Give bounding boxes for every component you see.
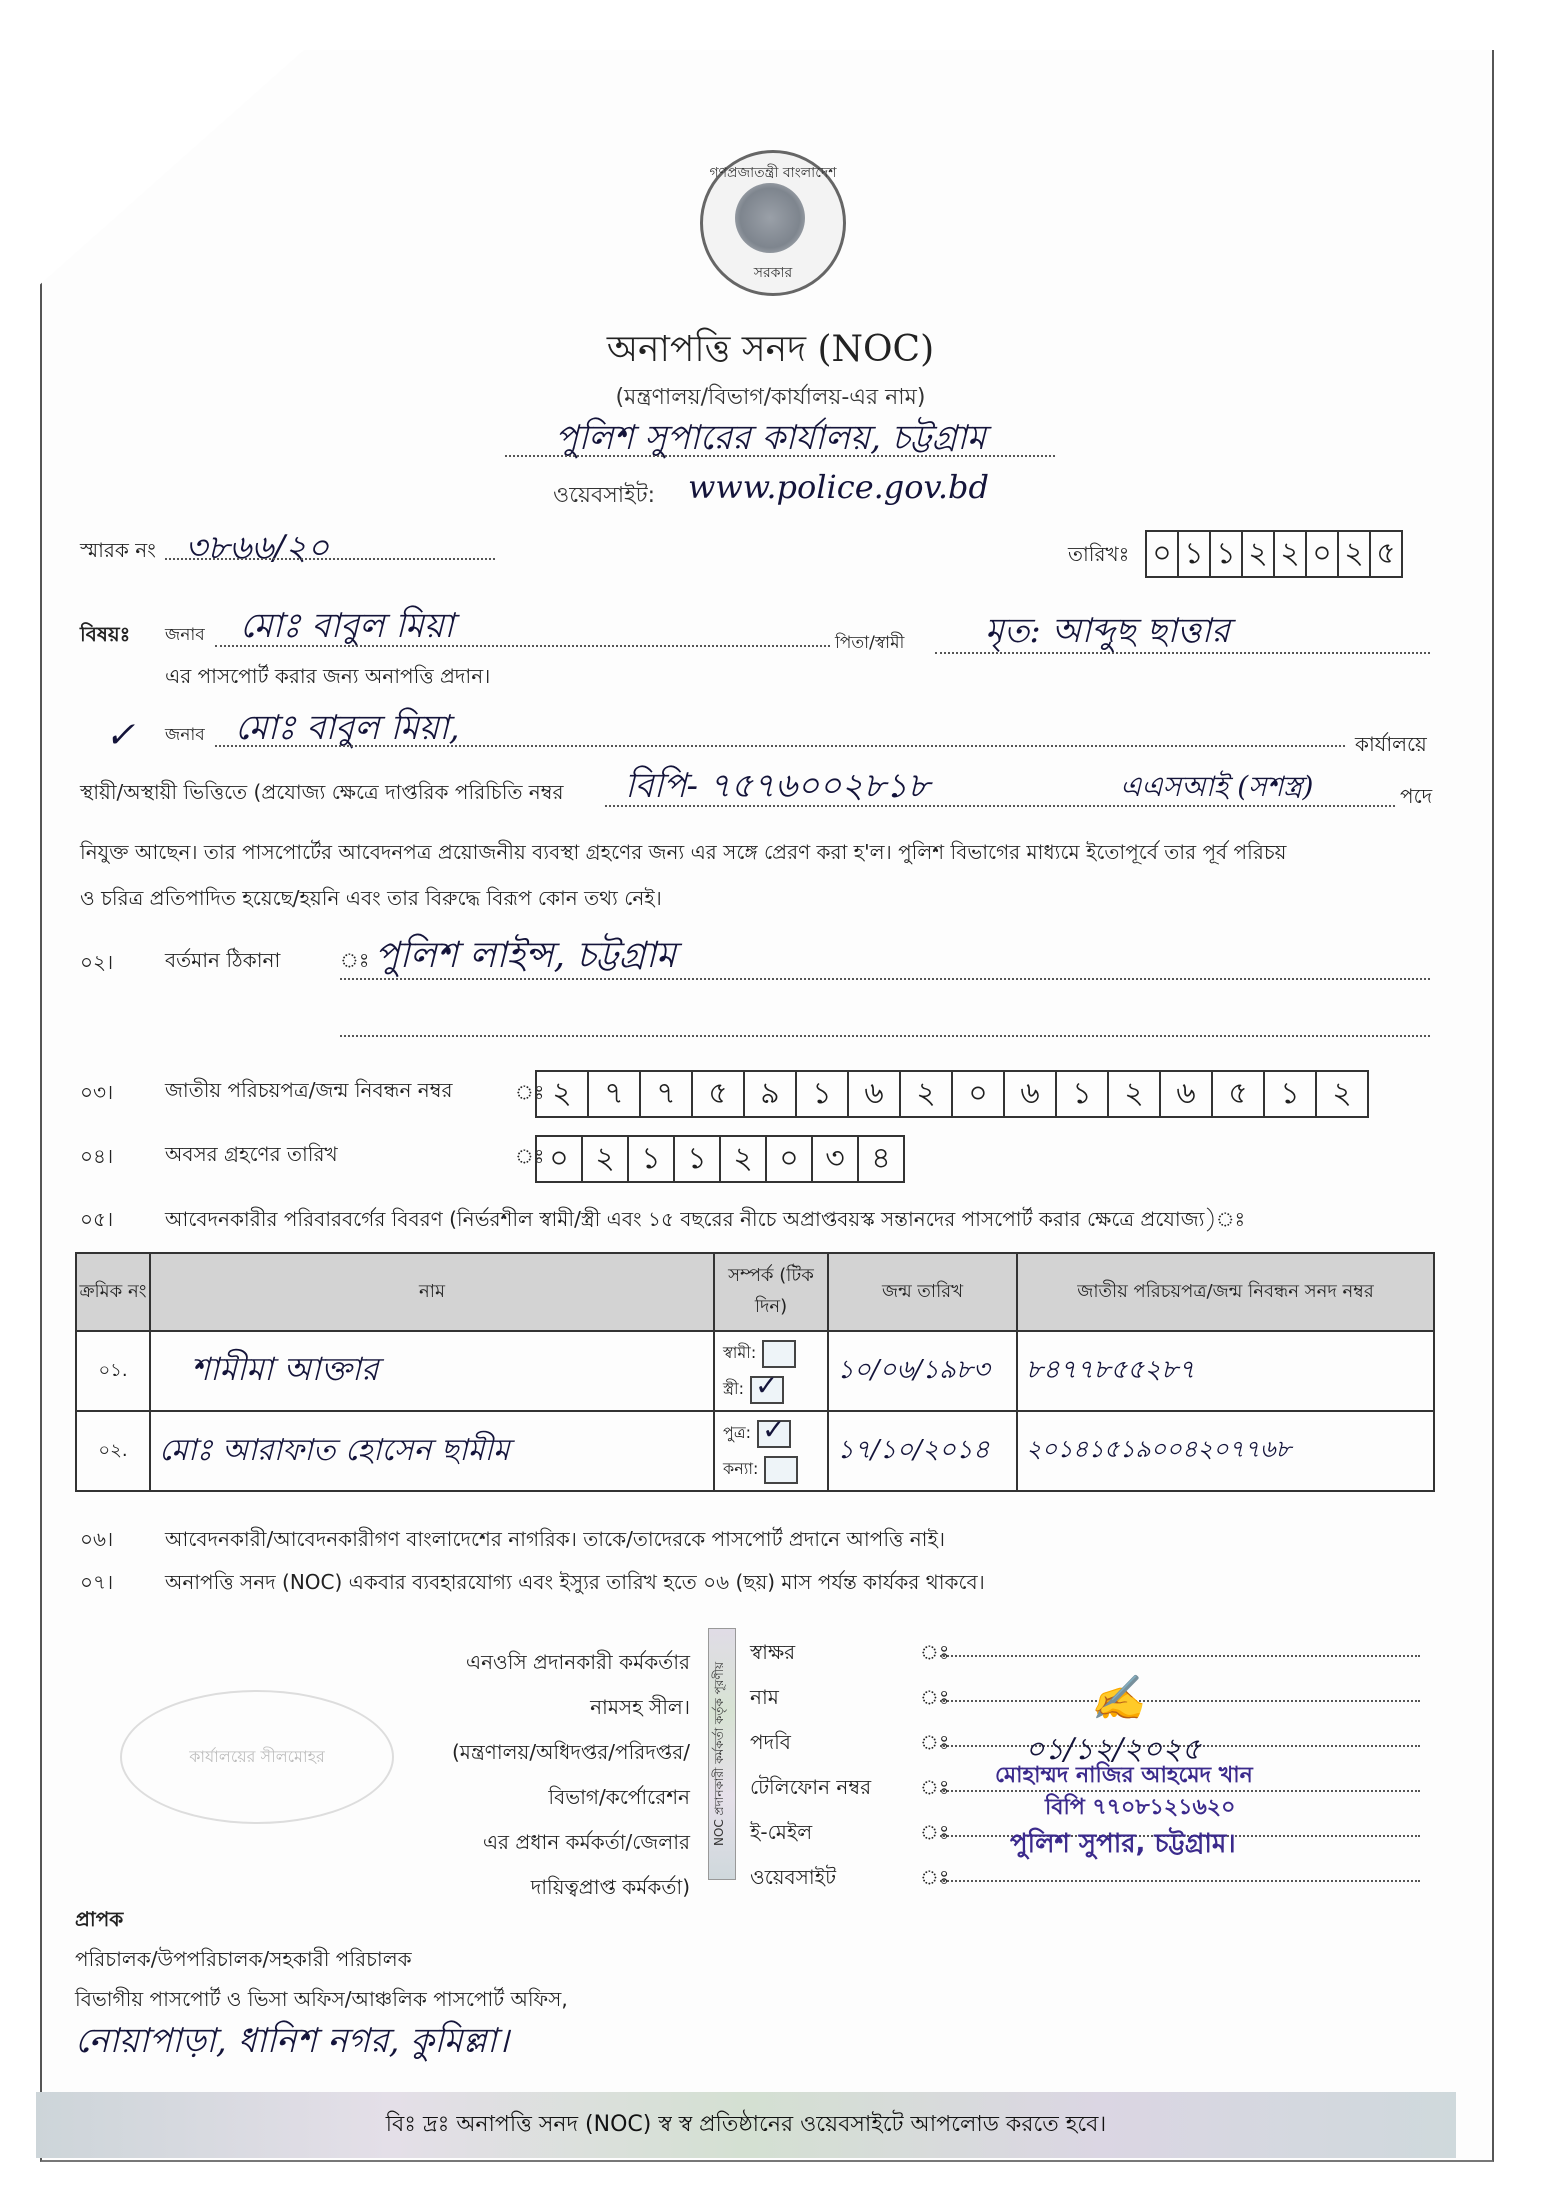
address-colon: ঃ [340, 948, 370, 972]
col-nid: জাতীয় পরিচয়পত্র/জন্ম নিবন্ধন সনদ নম্বর [1017, 1253, 1434, 1331]
stamp-officer-bp: বিপি ৭৭০৮১২১৬২০ [1045, 1795, 1236, 1820]
signing-colons: ঃ ঃ ঃ ঃ ঃ ঃ [920, 1640, 950, 1889]
item-02-number: ০২। [80, 950, 114, 974]
footer-note: বিঃ দ্রঃ অনাপত্তি সনদ (NOC) স্ব স্ব প্রতিষ্ঠানের ওয়েবসাইটে আপলোড করতে হবে। [36, 2092, 1456, 2158]
son-checkbox[interactable] [757, 1420, 791, 1448]
id-prefix: স্থায়ী/অস্থায়ী ভিত্তিতে (প্রযোজ্য ক্ষেত্রে দাপ্তরিক পরিচিতি নম্বর [80, 780, 564, 804]
family-table [75, 1252, 1435, 1492]
website-value: www.police.gov.bd [688, 468, 989, 506]
wife-checkbox[interactable] [750, 1376, 784, 1404]
folded-corner [0, 0, 360, 320]
subject-name: মোঃ বাবুল মিয়া [240, 606, 454, 646]
recipient-label: প্রাপক [75, 1907, 124, 1931]
recipient-line3: নোয়াপাড়া, ধানিশ নগর, কুমিল্লা। [75, 2021, 509, 2061]
ref-label: স্মারক নং [80, 538, 156, 562]
officer-signature: ✍ [1090, 1673, 1145, 1724]
seal-top-text: গণপ্রজাতন্ত্রী বাংলাদেশ [709, 165, 837, 181]
signature-date: ০১/১২/২০২৫ [1025, 1732, 1202, 1767]
stamp-officer-title: পুলিশ সুপার, চট্টগ্রাম। [1010, 1829, 1236, 1859]
relation-cell: পুত্র:✓ কন্যা: [714, 1411, 828, 1491]
daughter-checkbox[interactable] [764, 1456, 798, 1484]
official-id: বিপি- ৭৫৭৬০০২৮১৮ [625, 766, 930, 806]
signing-field-labels: স্বাক্ষর নাম পদবি টেলিফোন নম্বর ই-মেইল ওয়েবসাইট [750, 1640, 872, 1889]
body-name: মোঃ বাবুল মিয়া, [235, 708, 460, 748]
document-title: অনাপত্তি সনদ (NOC) [606, 329, 935, 370]
relation-cell: স্বামী: স্ত্রী:✓ [714, 1331, 828, 1411]
address-label: বর্তমান ঠিকানা [165, 948, 281, 972]
office-name: পুলিশ সুপারের কার্যালয়, চট্টগ্রাম [555, 418, 986, 458]
body-para1: নিযুক্ত আছেন। তার পাসপোর্টের আবেদনপত্র প্রয়োজনীয় ব্যবস্থা গ্রহণের জন্য এর সঙ্গে প্রেরণ করা হ'ল। পুলিশ বিভাগের মাধ্যমে ইতোপূর্বে তার পূর্ব পরিচয় [80, 840, 1287, 864]
col-name: নাম [150, 1253, 714, 1331]
body-janab: জনাব [165, 725, 205, 745]
item-06-number: ০৬। [80, 1527, 114, 1551]
retire-label: অবসর গ্রহণের তারিখ [165, 1142, 338, 1166]
address-value: পুলিশ লাইন্স, চট্টগ্রাম [375, 935, 677, 976]
father-value: মৃত: আব্দুছ ছাত্তার [985, 611, 1230, 651]
declaration-07: অনাপত্তি সনদ (NOC) একবার ব্যবহারযোগ্য এবং ইস্যুর তারিখ হতে ০৬ (ছয়) মাস পর্যন্ত কার্যকর থাকবে। [165, 1570, 985, 1594]
recipient-line1: পরিচালক/উপপরিচালক/সহকারী পরিচালক [75, 1947, 412, 1971]
item-07-number: ০৭। [80, 1570, 114, 1594]
ministry-label: (মন্ত্রণালয়/বিভাগ/কার্যালয়-এর নাম) [615, 385, 926, 410]
family-label: আবেদনকারীর পরিবারবর্গের বিবরণ (নির্ভরশীল স্বামী/স্ত্রী এবং ১৫ বছরের নীচে অপ্রাপ্তবয়স্ক সন্তানদের পাসপোর্ট করার ক্ষেত্রে প্রযোজ্য)ঃ [165, 1207, 1246, 1231]
table-row: ০১. শামীমা আক্তার স্বামী: স্ত্রী:✓ ১০/০৬/১৯৮৩ ৮৪৭৭৮৫৫২৮৭ [76, 1331, 1434, 1411]
check-mark-icon: ✓ [105, 715, 136, 756]
nid-boxes: ২ ৭ ৭ ৫ ৯ ১ ৬ ২ ০ ৬ ১ ২ ৬ ৫ ১ ২ [535, 1070, 1369, 1118]
item-03-number: ০৩। [80, 1080, 114, 1104]
date-label: তারিখঃ [1068, 542, 1130, 566]
member-name: শামীমা আক্তার [150, 1331, 714, 1411]
stamp-officer-name: মোহাম্মদ নাজির আহমেদ খান [995, 1763, 1253, 1788]
retire-colon: ঃ [515, 1144, 545, 1168]
recipient-line2: বিভাগীয় পাসপোর্ট ও ভিসা অফিস/আঞ্চলিক পাসপোর্ট অফিস, [75, 1987, 568, 2011]
body-para2: ও চরিত্র প্রতিপাদিত হয়েছে/হয়নি এবং তার বিরুদ্ধে বিরূপ কোন তথ্য নেই। [80, 886, 662, 910]
subject-line2: এর পাসপোর্ট করার জন্য অনাপত্তি প্রদান। [165, 664, 491, 688]
declaration-06: আবেদনকারী/আবেদনকারীগণ বাংলাদেশের নাগরিক। তাকে/তাদেরকে পাসপোর্ট প্রদানে আপত্তি নাই। [165, 1527, 946, 1551]
nid-label: জাতীয় পরিচয়পত্র/জন্ম নিবন্ধন নম্বর [165, 1078, 453, 1102]
col-relation: সম্পর্ক (টিক দিন) [714, 1253, 828, 1331]
signing-authority-text: এনওসি প্রদানকারী কর্মকর্তার নামসহ সীল। (মন্ত্রণালয়/অধিদপ্তর/পরিদপ্তর/ বিভাগ/কর্পোরেশন এর প্রধান কর্মকর্তা/জেলার দায়িত্বপ্রাপ্ত কর্মকর্তা) [451, 1650, 690, 1899]
husband-checkbox[interactable] [762, 1340, 796, 1368]
date-boxes: ০ ১ ১ ২ ২ ০ ২ ৫ [1145, 530, 1403, 578]
member-dob: ১০/০৬/১৯৮৩ [828, 1331, 1017, 1411]
pode-label: পদে [1400, 784, 1433, 808]
government-seal [700, 150, 846, 296]
col-dob: জন্ম তারিখ [828, 1253, 1017, 1331]
website-label: ওয়েবসাইট: [553, 483, 655, 508]
map-emblem-icon [735, 183, 805, 253]
member-dob: ১৭/১০/২০১৪ [828, 1411, 1017, 1491]
ref-value: ৩৮৬৬/২০ [185, 528, 330, 568]
member-name: মোঃ আরাফাত হোসেন ছামীম [150, 1411, 714, 1491]
retire-boxes: ০ ২ ১ ১ ২ ০ ৩ ৪ [535, 1135, 905, 1183]
rank-value: এএসআই (সশস্ত্র) [1120, 770, 1314, 803]
office-seal-placeholder: কার্যালয়ের সীলমোহর [120, 1690, 394, 1824]
item-04-number: ০৪। [80, 1144, 114, 1168]
col-serial: ক্রমিক নং [76, 1253, 150, 1331]
member-nid: ২০১৪১৫১৯০০৪২০৭৭৬৮ [1017, 1411, 1434, 1491]
nid-colon: ঃ [515, 1080, 545, 1104]
item-05-number: ০৫। [80, 1207, 114, 1231]
member-nid: ৮৪৭৭৮৫৫২৮৭ [1017, 1331, 1434, 1411]
karyalaye-label: কার্যালয়ে [1355, 732, 1427, 756]
subject-label: বিষয়ঃ [80, 622, 131, 646]
seal-bottom-text: সরকার [753, 265, 793, 281]
subject-janab: জনাব [165, 625, 205, 645]
noc-officer-bar: NOC প্রদানকারী কর্মকর্তা কর্তৃক পূরণীয় [708, 1628, 736, 1880]
father-label: পিতা/স্বামী [835, 633, 905, 653]
table-row: ০২. মোঃ আরাফাত হোসেন ছামীম পুত্র:✓ কন্যা: ১৭/১০/২০১৪ ২০১৪১৫১৯০০৪২০৭৭৬৮ [76, 1411, 1434, 1491]
